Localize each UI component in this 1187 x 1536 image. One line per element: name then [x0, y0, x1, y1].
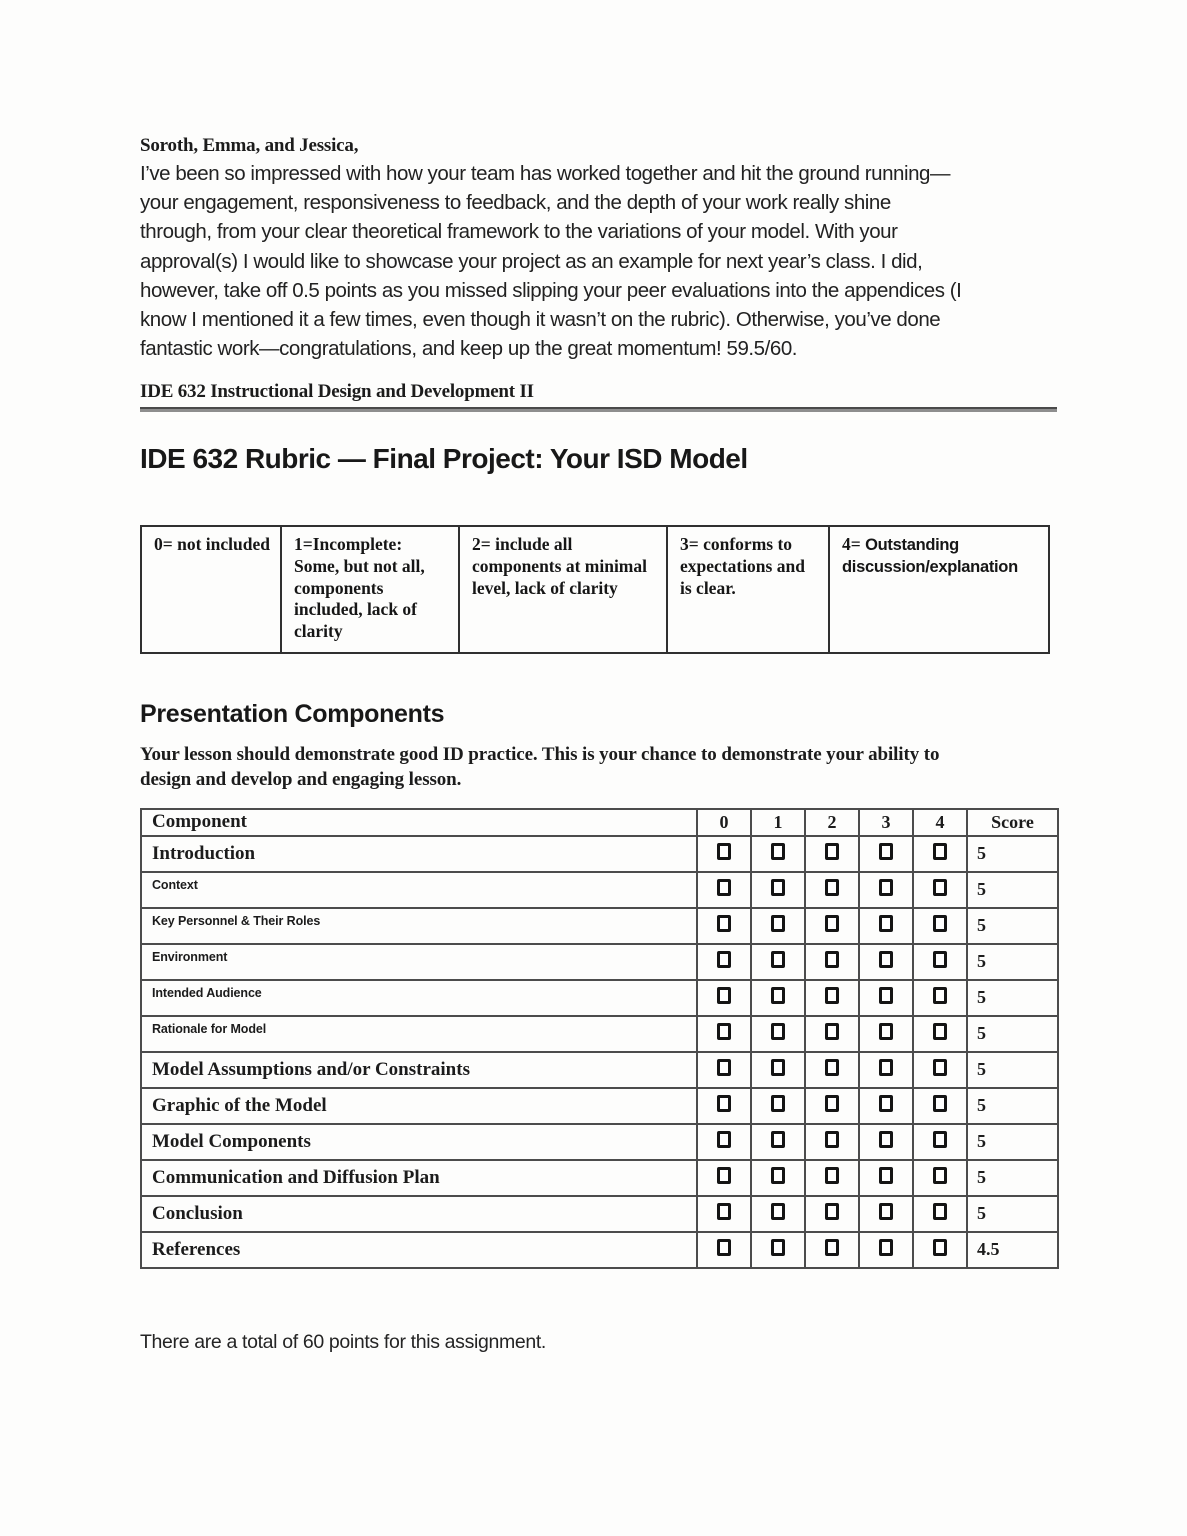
checkbox-cell: [859, 836, 913, 872]
checkbox-icon: [717, 915, 731, 932]
checkbox-cell: [805, 836, 859, 872]
checkbox-cell: [751, 1124, 805, 1160]
rating-scale-table: [140, 525, 1050, 653]
checkbox-cell: [805, 908, 859, 944]
checkbox-cell: [859, 908, 913, 944]
score-cell: 5: [967, 836, 1058, 872]
score-cell: 4.5: [967, 1232, 1058, 1268]
checkbox-cell: [751, 872, 805, 908]
score-cell: 5: [967, 1160, 1058, 1196]
checkbox-cell: [805, 1124, 859, 1160]
checkbox-icon: [717, 1059, 731, 1076]
checkbox-cell: [697, 1016, 751, 1052]
checkbox-cell: [697, 1232, 751, 1268]
checkbox-icon: [933, 1239, 947, 1256]
checkbox-cell: [751, 1196, 805, 1232]
scale-cell-2: 2= include all components at minimal level, lack of clarity: [459, 526, 667, 652]
components-table: [140, 808, 1059, 1269]
checkbox-cell: [913, 1052, 967, 1088]
checkbox-icon: [771, 1167, 785, 1184]
table-row: [141, 872, 1058, 908]
checkbox-icon: [933, 915, 947, 932]
checkbox-icon: [771, 1059, 785, 1076]
table-row: [141, 1196, 1058, 1232]
checkbox-cell: [805, 1088, 859, 1124]
checkbox-cell: [697, 1052, 751, 1088]
checkbox-cell: [913, 908, 967, 944]
checkbox-icon: [879, 915, 893, 932]
component-label: Communication and Diffusion Plan: [141, 1160, 697, 1196]
column-header-3: 3: [859, 809, 913, 836]
checkbox-cell: [697, 980, 751, 1016]
checkbox-cell: [697, 1088, 751, 1124]
checkbox-cell: [805, 1016, 859, 1052]
checkbox-icon: [771, 1095, 785, 1112]
column-header-0: 0: [697, 809, 751, 836]
checkbox-icon: [771, 879, 785, 896]
checkbox-icon: [717, 843, 731, 860]
checkbox-cell: [805, 1160, 859, 1196]
intro-line: I’ve been so impressed with how your team has worked together and hit the ground running—: [140, 162, 951, 185]
component-label: Model Assumptions and/or Constraints: [141, 1052, 697, 1088]
table-row: [141, 1124, 1058, 1160]
checkbox-icon: [933, 1059, 947, 1076]
checkbox-icon: [933, 951, 947, 968]
checkbox-cell: [913, 1016, 967, 1052]
checkbox-icon: [879, 1131, 893, 1148]
checkbox-icon: [933, 1023, 947, 1040]
column-header-2: 2: [805, 809, 859, 836]
checkbox-cell: [859, 1088, 913, 1124]
checkbox-cell: [751, 1016, 805, 1052]
checkbox-icon: [933, 1131, 947, 1148]
checkbox-cell: [859, 1196, 913, 1232]
checkbox-icon: [879, 1023, 893, 1040]
checkbox-cell: [859, 944, 913, 980]
score-cell: 5: [967, 1052, 1058, 1088]
score-cell: 5: [967, 1124, 1058, 1160]
checkbox-cell: [913, 872, 967, 908]
checkbox-cell: [859, 1124, 913, 1160]
checkbox-icon: [825, 987, 839, 1004]
scale-cell-4-text: Outstanding discussion/explanation: [842, 536, 1018, 577]
checkbox-icon: [933, 1167, 947, 1184]
checkbox-icon: [879, 951, 893, 968]
checkbox-icon: [933, 987, 947, 1004]
checkbox-icon: [825, 1023, 839, 1040]
checkbox-icon: [771, 1023, 785, 1040]
component-label: Rationale for Model: [141, 1016, 697, 1052]
checkbox-cell: [751, 908, 805, 944]
checkbox-icon: [825, 1239, 839, 1256]
rubric-title: IDE 632 Rubric — Final Project: Your ISD Model: [140, 443, 748, 475]
checkbox-cell: [913, 836, 967, 872]
checkbox-cell: [859, 1052, 913, 1088]
component-label: Introduction: [141, 836, 697, 872]
checkbox-icon: [771, 1131, 785, 1148]
checkbox-icon: [879, 1167, 893, 1184]
checkbox-cell: [859, 872, 913, 908]
checkbox-icon: [933, 879, 947, 896]
checkbox-icon: [825, 1203, 839, 1220]
checkbox-cell: [913, 1124, 967, 1160]
table-header-row: [141, 809, 1058, 836]
score-cell: 5: [967, 1016, 1058, 1052]
checkbox-icon: [771, 843, 785, 860]
table-row: [141, 1052, 1058, 1088]
checkbox-icon: [771, 915, 785, 932]
checkbox-icon: [771, 1239, 785, 1256]
course-header: IDE 632 Instructional Design and Development II: [140, 381, 534, 403]
component-label: References: [141, 1232, 697, 1268]
checkbox-cell: [859, 1160, 913, 1196]
checkbox-cell: [913, 944, 967, 980]
checkbox-icon: [879, 987, 893, 1004]
score-cell: 5: [967, 944, 1058, 980]
checkbox-icon: [771, 1203, 785, 1220]
checkbox-icon: [879, 1203, 893, 1220]
checkbox-cell: [805, 872, 859, 908]
checkbox-cell: [697, 944, 751, 980]
column-header-component: Component: [141, 809, 697, 836]
checkbox-cell: [913, 1196, 967, 1232]
component-label: Key Personnel & Their Roles: [141, 908, 697, 944]
checkbox-icon: [771, 987, 785, 1004]
checkbox-icon: [879, 879, 893, 896]
component-label: Model Components: [141, 1124, 697, 1160]
component-label: Conclusion: [141, 1196, 697, 1232]
checkbox-cell: [751, 1052, 805, 1088]
checkbox-icon: [933, 1095, 947, 1112]
table-row: [141, 1232, 1058, 1268]
table-row: [141, 944, 1058, 980]
checkbox-icon: [879, 1059, 893, 1076]
checkbox-icon: [879, 1239, 893, 1256]
checkbox-cell: [859, 1016, 913, 1052]
section-description: [140, 742, 1057, 792]
intro-line: your engagement, responsiveness to feedback, and the depth of your work really shine: [140, 191, 891, 215]
scale-cell-4: [829, 526, 1049, 652]
score-cell: 5: [967, 1088, 1058, 1124]
checkbox-icon: [717, 1239, 731, 1256]
intro-line: know I mentioned it a few times, even though it wasn’t on the rubric). Otherwise, you’ve done: [140, 308, 941, 332]
checkbox-icon: [825, 951, 839, 968]
intro-line: fantastic work—congratulations, and keep up the great momentum! 59.5/60.: [140, 337, 798, 361]
table-row: [141, 980, 1058, 1016]
checkbox-cell: [913, 1232, 967, 1268]
checkbox-cell: [805, 1232, 859, 1268]
checkbox-icon: [933, 1203, 947, 1220]
checkbox-cell: [697, 1196, 751, 1232]
checkbox-icon: [879, 1095, 893, 1112]
score-cell: 5: [967, 908, 1058, 944]
checkbox-icon: [717, 1203, 731, 1220]
checkbox-cell: [697, 836, 751, 872]
score-cell: 5: [967, 872, 1058, 908]
intro-line: approval(s) I would like to showcase your project as an example for next year’s class. I did,: [140, 249, 923, 273]
checkbox-icon: [717, 1131, 731, 1148]
checkbox-cell: [697, 1160, 751, 1196]
checkbox-cell: [805, 1196, 859, 1232]
checkbox-cell: [697, 908, 751, 944]
table-row: [141, 1088, 1058, 1124]
checkbox-icon: [825, 1059, 839, 1076]
checkbox-icon: [879, 843, 893, 860]
checkbox-icon: [825, 843, 839, 860]
scale-cell-3: 3= conforms to expectations and is clear.: [667, 526, 829, 652]
table-row: [141, 836, 1058, 872]
checkbox-icon: [825, 879, 839, 896]
checkbox-icon: [825, 1167, 839, 1184]
checkbox-cell: [751, 1160, 805, 1196]
checkbox-cell: [751, 944, 805, 980]
component-label: Context: [141, 872, 697, 908]
section-divider-rule: [140, 407, 1057, 412]
rating-scale-row: [141, 526, 1049, 652]
component-label: Environment: [141, 944, 697, 980]
description-line: design and develop and engaging lesson.: [140, 768, 462, 790]
scale-cell-4-prefix: 4=: [842, 534, 866, 555]
checkbox-icon: [717, 879, 731, 896]
checkbox-cell: [913, 1160, 967, 1196]
column-header-1: 1: [751, 809, 805, 836]
column-header-4: 4: [913, 809, 967, 836]
checkbox-cell: [751, 980, 805, 1016]
checkbox-cell: [751, 836, 805, 872]
component-label: Intended Audience: [141, 980, 697, 1016]
checkbox-icon: [825, 1095, 839, 1112]
intro-line: through, from your clear theoretical framework to the variations of your model. With your: [140, 220, 898, 244]
intro-paragraph: [140, 159, 1057, 363]
checkbox-icon: [717, 951, 731, 968]
total-points-note: There are a total of 60 points for this assignment.: [140, 1330, 546, 1353]
scale-cell-0: 0= not included: [141, 526, 281, 652]
score-cell: 5: [967, 1196, 1058, 1232]
table-row: [141, 908, 1058, 944]
checkbox-cell: [913, 1088, 967, 1124]
checkbox-icon: [717, 1167, 731, 1184]
description-line: Your lesson should demonstrate good ID practice. This is your chance to demonstrate your ability to: [140, 743, 940, 765]
checkbox-cell: [805, 944, 859, 980]
checkbox-icon: [717, 1095, 731, 1112]
checkbox-icon: [933, 843, 947, 860]
checkbox-cell: [751, 1088, 805, 1124]
checkbox-cell: [859, 1232, 913, 1268]
checkbox-cell: [859, 980, 913, 1016]
checkbox-icon: [771, 951, 785, 968]
section-heading: Presentation Components: [140, 699, 445, 728]
checkbox-icon: [825, 915, 839, 932]
checkbox-cell: [805, 980, 859, 1016]
column-header-score: Score: [967, 809, 1058, 836]
scale-cell-1: 1=Incomplete: Some, but not all, components included, lack of clarity: [281, 526, 459, 652]
checkbox-cell: [751, 1232, 805, 1268]
table-row: [141, 1160, 1058, 1196]
score-cell: 5: [967, 980, 1058, 1016]
component-label: Graphic of the Model: [141, 1088, 697, 1124]
checkbox-cell: [697, 1124, 751, 1160]
letter-greeting: Soroth, Emma, and Jessica,: [140, 135, 359, 156]
checkbox-icon: [825, 1131, 839, 1148]
checkbox-cell: [913, 980, 967, 1016]
checkbox-icon: [717, 1023, 731, 1040]
checkbox-cell: [805, 1052, 859, 1088]
checkbox-cell: [697, 872, 751, 908]
table-row: [141, 1016, 1058, 1052]
checkbox-icon: [717, 987, 731, 1004]
intro-line: however, take off 0.5 points as you missed slipping your peer evaluations into the appendices (I: [140, 278, 962, 302]
